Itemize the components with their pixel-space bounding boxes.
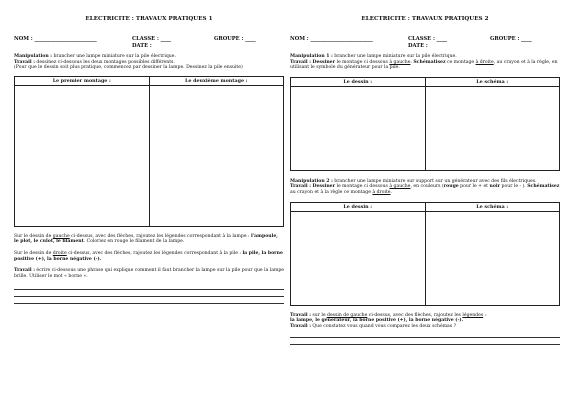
drawing-table-2 xyxy=(290,202,560,306)
sentence-instruction xyxy=(14,268,284,279)
text-underlined: gauche xyxy=(52,233,70,239)
text: au crayon et à la règle ce montage xyxy=(290,189,373,195)
travail-1-instruction xyxy=(290,60,560,71)
travail-label: Travail : Dessiner xyxy=(290,184,336,190)
dessin-area[interactable] xyxy=(291,211,426,305)
text: , au crayon et à la règle, en utilisant le symbole du générateur pour la pile. xyxy=(290,59,558,71)
pile-legend-instruction xyxy=(14,251,284,262)
travail-label: Travail : xyxy=(290,323,311,329)
travail-4-instruction xyxy=(290,324,560,330)
text: écrire ci-dessous une phrase qui explique comment il faut brancher la lampe sur la pile pour que la lampe brille. Utiliser le mot « borne ». xyxy=(14,268,285,279)
text: pour le - ). xyxy=(500,184,528,190)
drawing-table-1 xyxy=(290,77,560,171)
text: ci-dessus, avec des flèches, rajoutez les légendes correspondant à la lampe : xyxy=(69,233,252,239)
text-bold: Schématisez xyxy=(413,59,446,65)
text-underlined: à gauche xyxy=(389,59,411,65)
travail-label: Travail : Dessiner xyxy=(290,59,336,65)
page-title: ELECTRICITE : TRAVAUX PRATIQUES 2 xyxy=(361,16,489,22)
travail-text: dessinez ci-dessous les deux montages possibles différents. xyxy=(34,59,175,65)
travail-2-instruction xyxy=(290,184,560,195)
identity-line xyxy=(290,36,560,54)
text: brancher une lampe miniature sur support sur un générateur avec des fils électriques. xyxy=(332,178,537,184)
answer-line[interactable] xyxy=(290,331,560,338)
manipulation-label: Manipulation : xyxy=(14,54,52,59)
travail-label: Travail : xyxy=(14,268,35,274)
text: le montage ci dessous xyxy=(335,184,390,190)
text-underlined: à droite xyxy=(475,59,494,65)
text-underlined: à droite xyxy=(372,189,391,195)
date-field: DATE : xyxy=(408,43,428,49)
groupe-field: GROUPE : ____ xyxy=(490,36,532,42)
schema-area[interactable] xyxy=(425,211,560,305)
text: Que constatez vous quand vous comparez les deux schémas ? xyxy=(310,323,457,329)
answer-lines xyxy=(14,283,284,304)
text-underlined: légendes xyxy=(462,312,484,318)
text: le montage ci dessous xyxy=(335,59,390,65)
travail-label: Travail : xyxy=(290,312,311,318)
text: ce montage xyxy=(445,59,476,65)
text-underlined: à gauche xyxy=(389,184,411,190)
table-header-dessin: Le dessin : xyxy=(291,77,426,86)
table-header-second-montage: Le deuxième montage : xyxy=(149,76,284,85)
text-bold: noir xyxy=(489,184,501,190)
classe-field: CLASSE : ____ xyxy=(408,36,448,42)
text: pour le + et xyxy=(458,184,490,190)
first-montage-drawing-area[interactable] xyxy=(15,85,150,226)
lampe-parts: l'ampoule, le plot, le culot, le filament xyxy=(14,233,278,245)
text-bold: rouge xyxy=(443,184,459,190)
right-page xyxy=(290,0,560,400)
answer-line[interactable] xyxy=(14,297,284,304)
classe-field: CLASSE : ____ xyxy=(132,36,172,42)
text: Sur le dessin de xyxy=(14,233,53,239)
text-bold: Schématisez xyxy=(527,184,560,190)
answer-line[interactable] xyxy=(290,338,560,345)
lampe-legend-instruction xyxy=(14,234,284,245)
answer-line[interactable] xyxy=(14,283,284,290)
manipulation-text: brancher une lampe miniature sur la pile électrique. xyxy=(52,54,176,59)
groupe-field: GROUPE : ____ xyxy=(214,36,256,42)
table-header-schema: Le schéma : xyxy=(425,202,560,211)
schema-area[interactable] xyxy=(425,86,560,170)
text: . xyxy=(410,59,414,65)
text: . Coloriez en rouge le filament de la lampe. xyxy=(83,239,185,245)
pile-parts: la pile, la borne positive (+), la borne négative (-). xyxy=(14,250,283,262)
answer-lines xyxy=(290,331,560,345)
drawing-note: (Pour que le dessin soit plus pratique, commencez par dessiner la lampe. Dessinez la pile ensuite) xyxy=(14,65,243,71)
text: ci-dessus, avec des flèches, rajoutez les légendes correspondant à la pile : xyxy=(66,250,243,256)
second-montage-drawing-area[interactable] xyxy=(149,85,284,226)
table-header-dessin: Le dessin : xyxy=(291,202,426,211)
montage-table xyxy=(14,76,284,227)
answer-line[interactable] xyxy=(14,290,284,297)
text: : xyxy=(483,312,487,318)
text: sur le xyxy=(310,312,328,318)
nom-field: NOM : ________________________ xyxy=(14,36,97,42)
text-underlined: droite xyxy=(52,250,67,256)
manipulation-label: Manipulation 2 : xyxy=(290,178,333,184)
travail-label: Travail : xyxy=(14,59,35,65)
nom-field: NOM : ________________________ xyxy=(290,36,373,42)
text: ci-dessus, avec des flèches, rajoutez les xyxy=(367,312,463,318)
date-field: DATE : xyxy=(132,43,152,49)
text: . xyxy=(390,189,392,195)
legend-items: la lampe, le générateur, la borne positive (+), la borne négative (-). xyxy=(290,318,464,324)
page-title: ELECTRICITE : TRAVAUX PRATIQUES 1 xyxy=(85,16,213,22)
dessin-area[interactable] xyxy=(291,86,426,170)
manipulation-label: Manipulation 1 : xyxy=(290,54,333,59)
table-header-schema: Le schéma : xyxy=(425,77,560,86)
table-header-first-montage: Le premier montage : xyxy=(15,76,150,85)
text: brancher une lampe miniature sur la pile électrique. xyxy=(332,54,457,59)
identity-line xyxy=(14,36,284,54)
text: , en couleurs ( xyxy=(410,184,444,190)
left-page xyxy=(14,0,284,400)
text: Sur le dessin de xyxy=(14,250,53,256)
text-underlined: dessin de gauche xyxy=(327,312,368,318)
